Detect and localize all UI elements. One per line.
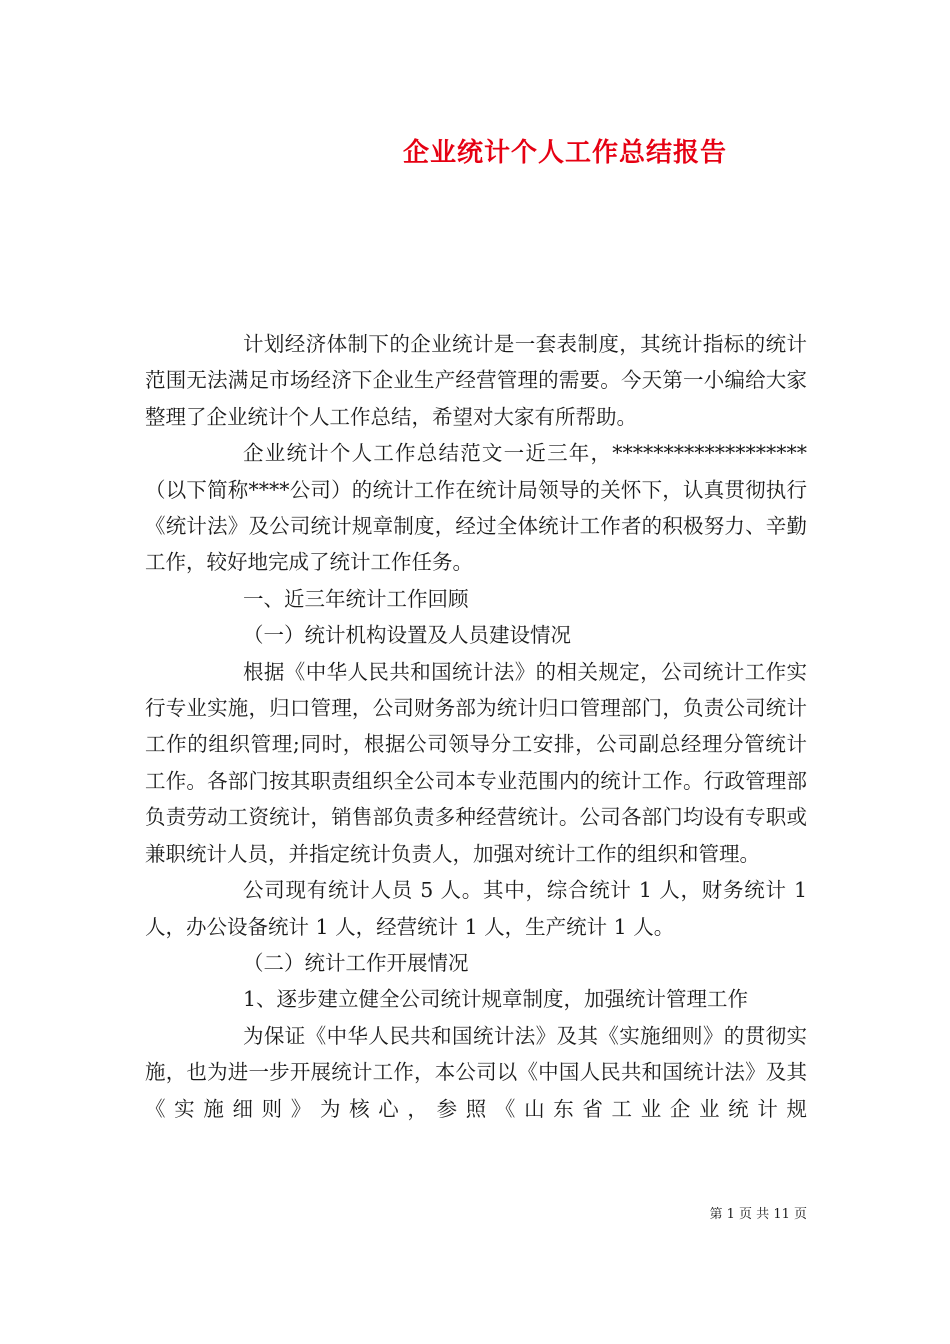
section-heading-review: 一、近三年统计工作回顾 <box>243 586 469 611</box>
page-number: 第 1 页 共 11 页 <box>709 1207 807 1222</box>
paragraph-regulations: 为保证《中华人民共和国统计法》及其《实施细则》的贯彻实施，也为进一步开展统计工作，本公司以《中国人民共和国统计法》及其《实施细则》为核心，参照《山东省工业企业统计规 <box>145 1023 807 1121</box>
document-title: 企业统计个人工作总结报告 <box>402 138 727 168</box>
paragraph-intro: 计划经济体制下的企业统计是一套表制度，其统计指标的统计范围无法满足市场经济下企业生产经营管理的需要。今天第一小编给大家整理了企业统计个人工作总结，希望对大家有所帮助。 <box>145 332 807 429</box>
subsection-heading-work: （二）统计工作开展情况 <box>243 950 469 975</box>
paragraph-organization: 根据《中华人民共和国统计法》的相关规定，公司统计工作实行专业实施，归口管理，公司财务部为统计归口管理部门，负责公司统计工作的组织管理;同时，根据公司领导分工安排，公司副总经理分管统计工作。各部门按其职责组织全公司本专业范围内的统计工作。行政管理部负责劳动工资统计，销售部负责多种经营统计。公司各部门均设有专职或兼职统计人员，并指定统计负责人，加强对统计工作的组织和管理。 <box>145 659 807 866</box>
document-body <box>145 326 807 1127</box>
subsection-heading-organization: （一）统计机构设置及人员建设情况 <box>243 623 571 648</box>
item-heading-regulations: 1、逐步建立健全公司统计规章制度，加强统计管理工作 <box>243 987 749 1012</box>
paragraph-summary-opening: 企业统计个人工作总结范文一近三年，*******************（以下简称****公司）的统计工作在统计局领导的关怀下，认真贯彻执行《统计法》及公司统计规章制度，经过全体统计工作者的积极努力、辛勤工作，较好地完成了统计工作任务。 <box>145 441 807 575</box>
paragraph-staff: 公司现有统计人员 5 人。其中，综合统计 1 人，财务统计 1 人，办公设备统计 1 人，经营统计 1 人，生产统计 1 人。 <box>145 878 807 939</box>
